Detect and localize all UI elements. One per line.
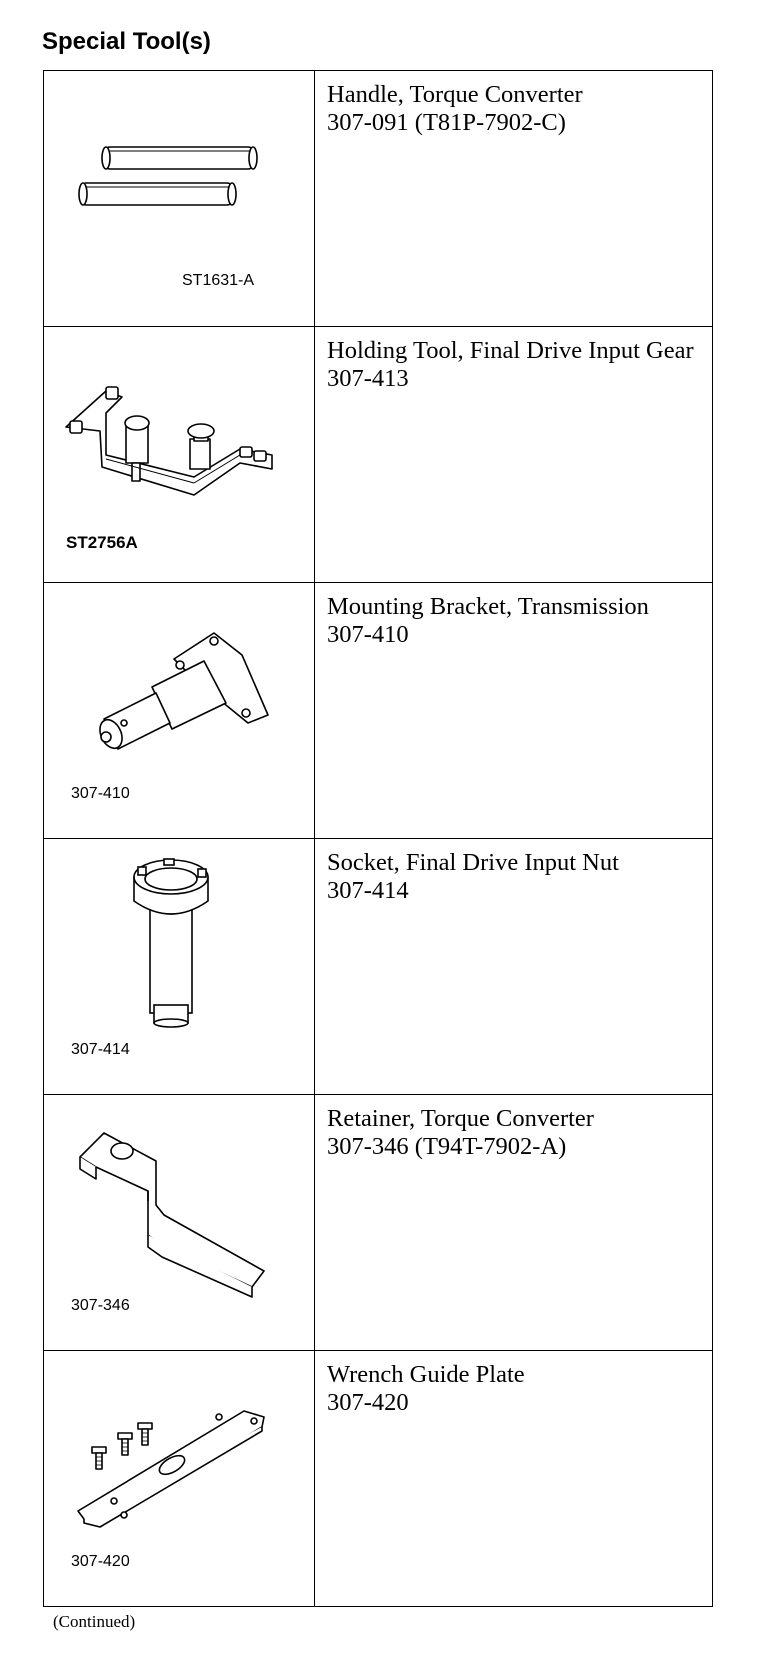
tool-illustration-cell: [44, 71, 315, 327]
tool-name: Retainer, Torque Converter: [327, 1105, 594, 1132]
figure-label: 307-420: [71, 1553, 130, 1570]
tool-number: 307-346 (T94T-7902-A): [327, 1133, 567, 1160]
table-row: [44, 327, 713, 583]
tool-description-cell: [315, 1351, 713, 1607]
handle-illustration: [44, 71, 314, 326]
table-row: [44, 1095, 713, 1351]
tool-number: 307-091 (T81P-7902-C): [327, 109, 566, 136]
tool-description-cell: [315, 583, 713, 839]
figure-label: 307-410: [71, 785, 130, 802]
table-row: [44, 71, 713, 327]
tool-number: 307-420: [327, 1389, 409, 1416]
tool-description-cell: [315, 71, 713, 327]
table-row: [44, 1351, 713, 1607]
table-row: [44, 583, 713, 839]
special-tools-table: [43, 70, 713, 1607]
tool-description-cell: [315, 327, 713, 583]
tool-name: Handle, Torque Converter: [327, 81, 583, 108]
tool-number: 307-413: [327, 365, 409, 392]
tool-name: Holding Tool, Final Drive Input Gear: [327, 337, 694, 364]
figure-label: 307-414: [71, 1041, 130, 1058]
tool-illustration-cell: [44, 327, 315, 583]
tool-description-cell: [315, 839, 713, 1095]
figure-label: 307-346: [71, 1297, 130, 1314]
tool-name: Socket, Final Drive Input Nut: [327, 849, 619, 876]
tool-illustration-cell: [44, 1351, 315, 1607]
page-title: Special Tool(s): [42, 28, 211, 55]
figure-label: ST1631-A: [182, 272, 255, 289]
tool-illustration-cell: [44, 839, 315, 1095]
tool-description-cell: [315, 1095, 713, 1351]
tool-illustration-cell: [44, 583, 315, 839]
tool-name: Mounting Bracket, Transmission: [327, 593, 649, 620]
tool-number: 307-414: [327, 877, 409, 904]
tool-name: Wrench Guide Plate: [327, 1361, 525, 1388]
tool-number: 307-410: [327, 621, 409, 648]
tool-illustration-cell: [44, 1095, 315, 1351]
continued-note: (Continued): [53, 1612, 136, 1631]
table-row: [44, 839, 713, 1095]
figure-label: ST2756A: [66, 533, 138, 552]
